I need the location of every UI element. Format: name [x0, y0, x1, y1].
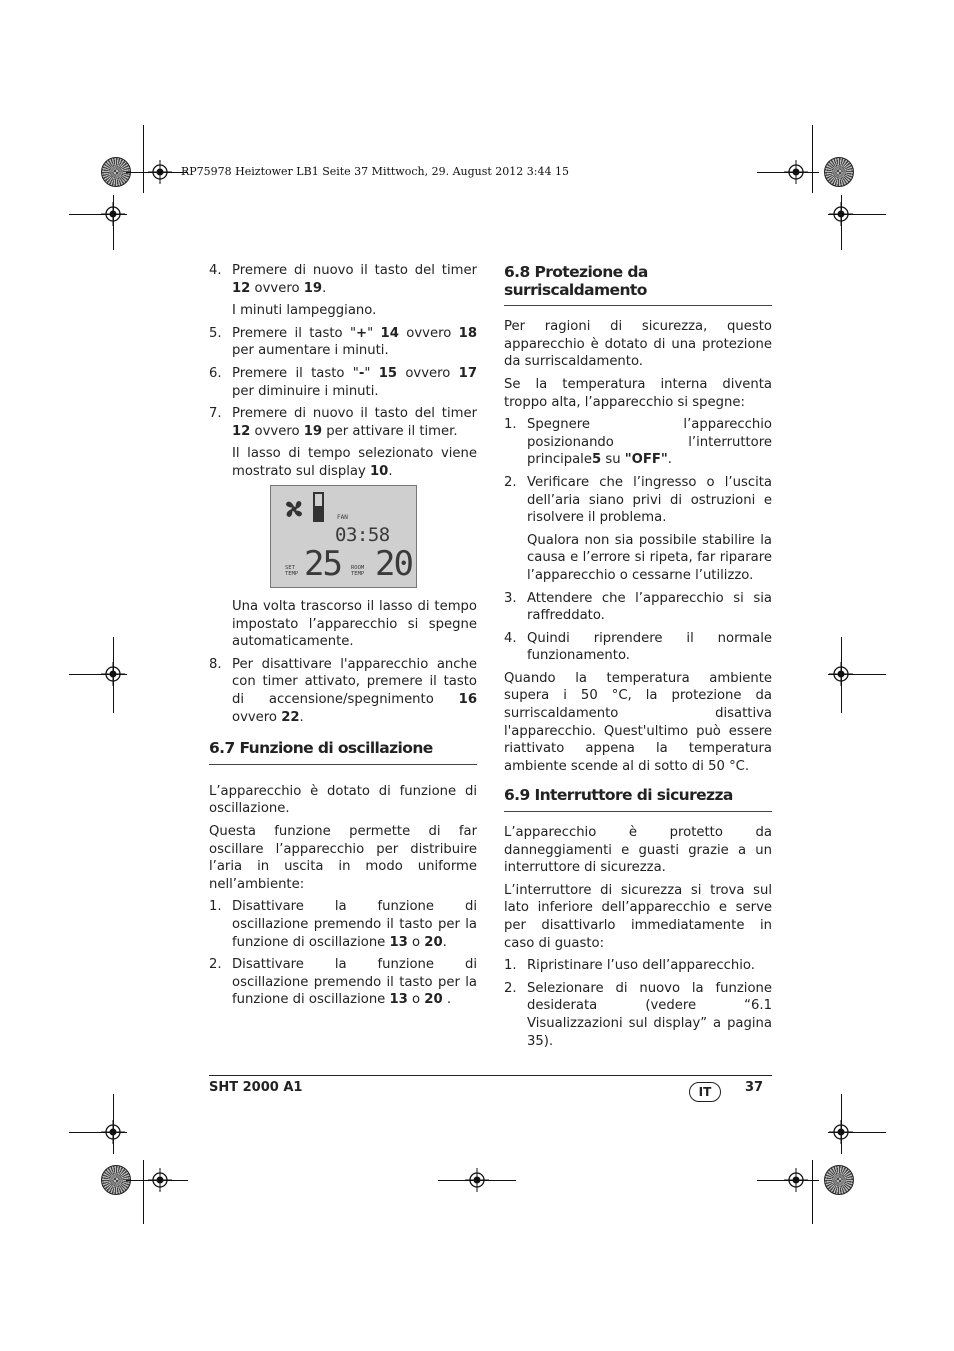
lcd-display-image: [270, 485, 417, 588]
color-rosette-icon: [824, 157, 854, 187]
note-text: Una volta trascorso il lasso di tempo impostato l’apparecchio si spegne automaticamente.: [232, 599, 477, 650]
list-item: 2. Selezionare di nuovo la funzione desiderata (vedere “6.1 Visualizzazioni sul display” a pagina 35).: [504, 980, 772, 1049]
section-heading: 6.9 Interruttore di sicurezza: [504, 787, 772, 812]
list-item: 4. Quindi riprendere il normale funzionamento.: [504, 630, 772, 664]
language-badge: IT: [689, 1082, 721, 1102]
paragraph: Se la temperatura interna diventa troppo alta, l’apparecchio si spegne:: [504, 376, 772, 410]
registration-mark-icon: [101, 662, 125, 686]
note-text: I minuti lampeggiano.: [232, 303, 377, 319]
registration-mark-icon: [829, 1120, 853, 1144]
section-heading: 6.8 Protezione da surriscaldamento: [504, 264, 772, 306]
registration-mark-icon: [465, 1168, 489, 1192]
list-item: 2. Verificare che l’ingresso o l’uscita dell’aria siano privi di ostruzioni e risolvere il problema.: [504, 474, 772, 526]
registration-mark-icon: [784, 160, 808, 184]
model-number: SHT 2000 A1: [209, 1080, 303, 1095]
list-item: 2. Disattivare la funzione di oscillazione premendo il tasto per la funzione di oscillazione 13 o 20 .: [209, 957, 477, 1008]
room-temp-value: 20: [375, 544, 412, 584]
paragraph: Questa funzione permette di far oscillare l’apparecchio per distribuire l’aria in uscita in modo uniforme nell’ambiente:: [209, 823, 477, 892]
paragraph: L’apparecchio è protetto da danneggiamenti e guasti grazie a un interruttore di sicurezza.: [504, 825, 772, 876]
list-item: 1. Spegnere l’apparecchio posizionando l’interruttore principale5 su "OFF".: [504, 417, 772, 468]
section-heading: 6.7 Funzione di oscillazione: [209, 740, 477, 765]
timer-readout: 03:58: [335, 524, 390, 546]
set-temp-value: 25: [304, 544, 341, 584]
list-item: 4. Premere di nuovo il tasto del timer 12 ovvero 19.: [209, 263, 477, 296]
list-item: 8. Per disattivare l'apparecchio anche con timer attivato, premere il tasto di accensione/spegnimento 16 ovvero 22.: [209, 656, 477, 725]
paragraph: Per ragioni di sicurezza, questo apparecchio è dotato di una protezione da surriscaldamento.: [504, 319, 772, 370]
room-temp-label: ROOM TEMP: [351, 565, 365, 577]
right-column: [504, 264, 772, 1055]
set-temp-label: SET TEMP: [285, 565, 299, 577]
registration-mark-icon: [148, 160, 172, 184]
list-item: 7. Premere di nuovo il tasto del timer 12 ovvero 19 per attivare il timer.: [209, 406, 477, 439]
print-slug: RP75978 Heiztower LB1 Seite 37 Mittwoch, 29. August 2012 3:44 15: [181, 165, 569, 178]
registration-mark-icon: [101, 202, 125, 226]
note-text: Il lasso di tempo selezionato viene mostrato sul display 10.: [232, 446, 477, 479]
note-text: Qualora non sia possibile stabilire la causa e l’errore si ripeta, far riparare l’apparecchio o cessarne l’utilizzo.: [527, 532, 772, 583]
paragraph: L’interruttore di sicurezza si trova sul lato inferiore dell’apparecchio e serve per disattivarlo immediatamente in caso di guasto:: [504, 882, 772, 951]
list-item: 1. Disattivare la funzione di oscillazione premendo il tasto per la funzione di oscillazione 13 o 20.: [209, 899, 477, 950]
page-footer: [209, 1075, 772, 1099]
list-item: 3. Attendere che l’apparecchio si sia raffreddato.: [504, 590, 772, 624]
fan-label: FAN: [337, 514, 348, 521]
color-rosette-icon: [824, 1165, 854, 1195]
registration-mark-icon: [148, 1168, 172, 1192]
registration-mark-icon: [829, 202, 853, 226]
page-number: 37: [745, 1080, 764, 1095]
fan-icon: [283, 498, 305, 520]
list-item: 6. Premere il tasto "-" 15 ovvero 17 per diminuire i minuti.: [209, 365, 477, 399]
left-column-lower: [209, 598, 477, 1014]
registration-mark-icon: [101, 1120, 125, 1144]
list-item: 5. Premere il tasto "+" 14 ovvero 18 per aumentare i minuti.: [209, 325, 477, 359]
list-item: 1. Ripristinare l’uso dell’apparecchio.: [504, 958, 755, 974]
registration-mark-icon: [829, 662, 853, 686]
registration-mark-icon: [784, 1168, 808, 1192]
left-column: [209, 262, 477, 486]
paragraph: L’apparecchio è dotato di funzione di oscillazione.: [209, 783, 477, 817]
paragraph: Quando la temperatura ambiente supera i 50 °C, la protezione da surriscaldamento disattiva l'apparecchio. Quest'ultimo può essere riattivato appena la temperatura ambiente scende al di sotto di 50 °C.: [504, 670, 772, 774]
